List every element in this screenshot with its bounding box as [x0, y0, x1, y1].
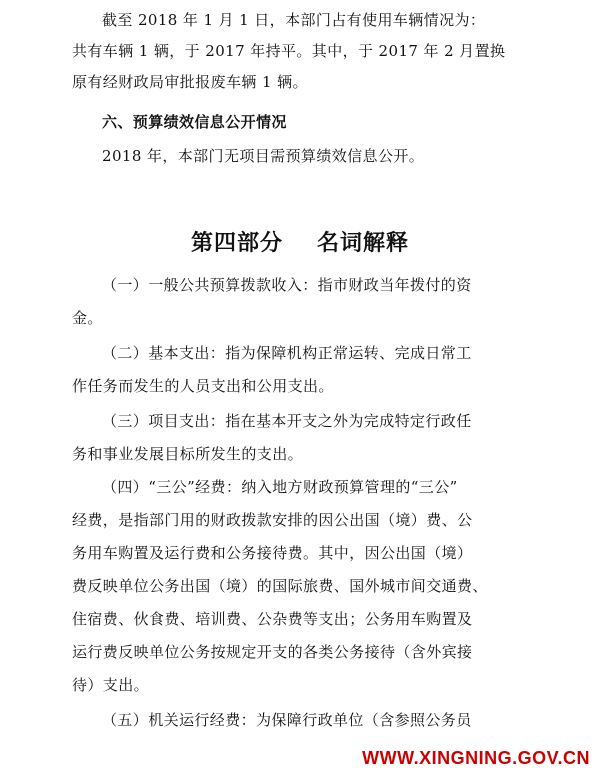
- definition-4-line-2: 经费，是指部门用的财政拨款安排的因公出国（境）费、公: [72, 511, 473, 529]
- definition-5-line-1: （五）机关运行经费：为保障行政单位（含参照公务员: [102, 711, 472, 729]
- part-four-label: 第四部分: [190, 230, 283, 256]
- definition-4-line-4: 费反映单位公务出国（境）的国际旅费、国外城市间交通费、: [72, 577, 488, 595]
- vehicles-paragraph-line-3: 原有经财政局审批报废车辆 1 辆。: [72, 73, 308, 91]
- definition-4-line-6: 运行费反映单位公务按规定开支的各类公务接待（含外宾接: [72, 643, 473, 661]
- part-four-title: [0, 228, 600, 258]
- definition-3-line-2: 务和事业发展目标所发生的支出。: [72, 445, 304, 463]
- definition-1-line-1: （一）一般公共预算拨款收入：指市财政当年拨付的资: [102, 276, 472, 294]
- definition-3-line-1: （三）项目支出：指在基本开支之外为完成特定行政任: [102, 412, 472, 430]
- definition-4-line-3: 务用车购置及运行费和公务接待费。其中，因公出国（境）: [72, 544, 473, 562]
- definition-4-line-1: （四）“三公”经费：纳入地方财政预算管理的“三公”: [102, 478, 458, 496]
- definition-2-line-2: 作任务而发生的人员支出和公用支出。: [72, 377, 334, 395]
- definition-4-line-7: 待）支出。: [72, 676, 150, 694]
- definition-4-line-5: 住宿费、伙食费、培训费、公杂费等支出；公务用车购置及: [72, 610, 473, 628]
- definition-2-line-1: （二）基本支出：指为保障机构正常运转、完成日常工: [102, 344, 472, 362]
- vehicles-paragraph-line-2: 共有车辆 1 辆，于 2017 年持平。其中，于 2017 年 2 月置换: [72, 42, 506, 60]
- definition-1-line-2: 金。: [72, 309, 103, 327]
- section-six-text: 2018 年，本部门无项目需预算绩效信息公开。: [102, 147, 425, 165]
- section-six-heading: 六、预算绩效信息公开情况: [102, 113, 287, 131]
- site-watermark: WWW.XINGNING.GOV.CN: [362, 748, 590, 768]
- vehicles-paragraph-line-1: 截至 2018 年 1 月 1 日，本部门占有使用车辆情况为：: [102, 11, 486, 29]
- part-four-name: 名词解释: [317, 230, 410, 256]
